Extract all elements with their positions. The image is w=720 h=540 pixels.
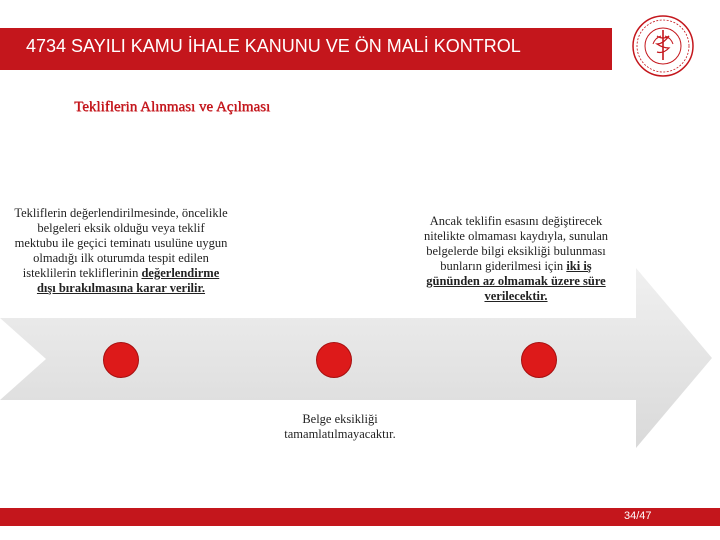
step-1-emphasis: değerlendirme dışı bırakılmasına karar verilir. [36,266,220,295]
timeline-dot-1 [103,342,139,378]
footer-bar [0,508,720,526]
step-3-emphasis: iki iş gününden az olmamak üzere süre verilecektir. [426,259,606,303]
step-2-text: Belge eksikliği tamamlatılmayacaktır. [284,412,396,441]
timeline-dot-2 [316,342,352,378]
step-1-text: Tekliflerin değerlendirilmesinde, öncelikle belgeleri eksik olduğu veya teklif mektubu ile geçici teminatı usulüne uygun olmadığı ilk oturumda tespit edilen isteklilerin tekliflerinin değerlendirme dışı bırakılmasına karar verilir. [14,206,228,295]
step-3-text: Ancak teklifin esasını değiştirecek nitelikte olmaması kaydıyla, sunulan belgelerde bilgi eksikliği bulunması bunların giderilmesi için iki iş gününden az olmamak üzere süre verilecektir. [424,214,608,303]
section-subtitle: Tekliflerin Alınması ve Açılması [74,99,270,115]
page-number: 34/47 [624,510,652,522]
timeline-dot-3 [521,342,557,378]
slide-title: 4734 SAYILI KAMU İHALE KANUNU VE ÖN MALİ KONTROL [26,36,521,56]
